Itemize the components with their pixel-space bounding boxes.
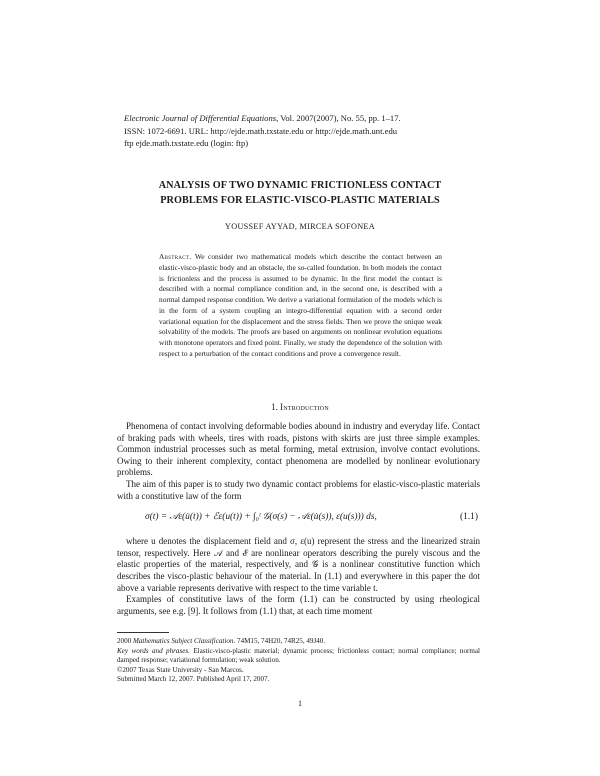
- msc-codes: 74M15, 74H20, 74R25, 49J40.: [237, 637, 326, 645]
- paragraph: The aim of this paper is to study two dynamic contact problems for elastic-visco-plastic materials with a constitutive law of the form: [117, 478, 480, 501]
- title-line-1: ANALYSIS OF TWO DYNAMIC FRICTIONLESS CONTACT: [158, 180, 442, 191]
- keywords-footnote: [117, 647, 480, 666]
- ftp-line: ftp ejde.math.txstate.edu (login: ftp): [124, 138, 249, 148]
- body-text: [117, 421, 480, 617]
- title-line-2: PROBLEMS FOR ELASTIC-VISCO-PLASTIC MATERIALS: [160, 195, 440, 206]
- msc-footnote: [117, 637, 480, 647]
- issn-line: ISSN: 1072-6691. URL: http://ejde.math.txstate.edu or http://ejde.math.unt.edu: [124, 125, 398, 136]
- paragraph: Examples of constitutive laws of the form (1.1) can be constructed by using rheological arguments, see e.g. [9]. It follows from (1.1) that, at each time moment: [117, 594, 480, 616]
- section-title: Introduction: [280, 402, 329, 412]
- authors: YOUSSEF AYYAD, MIRCEA SOFONEA: [225, 222, 375, 231]
- paragraph: Phenomena of contact involving deformable bodies abound in industry and everyday life. Contact of braking pads with wheels, tires with roads, pistons with skirts are just three simple examples. Common industrial processes such as metal forming, metal extrusion, involve contact evolutions. Owing to their inherent complexity, contact phenomena are modelled by nonlinear evolutionary problems.: [117, 421, 480, 478]
- equation-expression: σ(t) = 𝒜ε(u̇(t)) + ℰε(u(t)) + ∫₀ᵗ 𝒢(σ(s) − 𝒜ε(u̇(s)), ε(u(s))) ds,: [145, 512, 377, 523]
- footnotes: [117, 632, 480, 685]
- abstract-label: Abstract.: [159, 252, 192, 261]
- footnote-rule: [117, 632, 169, 633]
- abstract-text: We consider two mathematical models which describe the contact between an elastic-visco-plastic body and an obstacle, the so-called foundation. In both models the contact is frictionless and the process is assumed to be dynamic. In the first model the contact is described with a normal compliance condition and, in the second one, is described with a normal damped response condition. We derive a variational formulation of the models which is in the form of a system coupling an integro-differential equation with a second order variational equation for the displacement and the stress fields. Then we prove the unique weak solvability of the models. The proofs are based on arguments on nonlinear evolution equations with monotone operators and fixed point. Finally, we study the dependence of the solution with respect to a perturbation of the contact conditions and prove a convergence result.: [159, 252, 442, 358]
- submitted-footnote: Submitted March 12, 2007. Published April 17, 2007.: [117, 675, 270, 684]
- journal-header: [124, 112, 484, 150]
- journal-name: Electronic Journal of Differential Equations: [124, 113, 277, 123]
- journal-volume: , Vol. 2007(2007), No. 55, pp. 1–17.: [276, 113, 401, 123]
- paper-title: [100, 178, 500, 208]
- abstract: [159, 252, 442, 360]
- msc-year: 2000: [117, 637, 132, 645]
- msc-label: Mathematics Subject Classification.: [132, 637, 236, 645]
- journal-line: [124, 112, 484, 125]
- page-number: 1: [298, 699, 302, 708]
- section-number: 1.: [271, 402, 278, 412]
- copyright-footnote: ©2007 Texas State University - San Marcos.: [117, 665, 244, 674]
- equation-1-1: [117, 504, 480, 534]
- section-heading: [100, 402, 500, 412]
- keywords-text: Elastic-visco-plastic material; dynamic process; frictionless contact; normal compliance; normal damped response; variational formulation; weak solution.: [117, 646, 480, 665]
- paragraph: where u denotes the displacement field and σ, ε(u) represent the stress and the linearized strain tensor, respectively. Here 𝒜 and ℰ are nonlinear operators describing the purely viscous and the elastic properties of the material, respectively, and 𝒢 is a nonlinear constitutive function which describes the visco-plastic behaviour of the material. In (1.1) and everywhere in this paper the dot above a variable represents derivative with respect to the time variable t.: [117, 536, 480, 593]
- keywords-label: Key words and phrases.: [117, 646, 190, 655]
- equation-tag: (1.1): [460, 512, 478, 523]
